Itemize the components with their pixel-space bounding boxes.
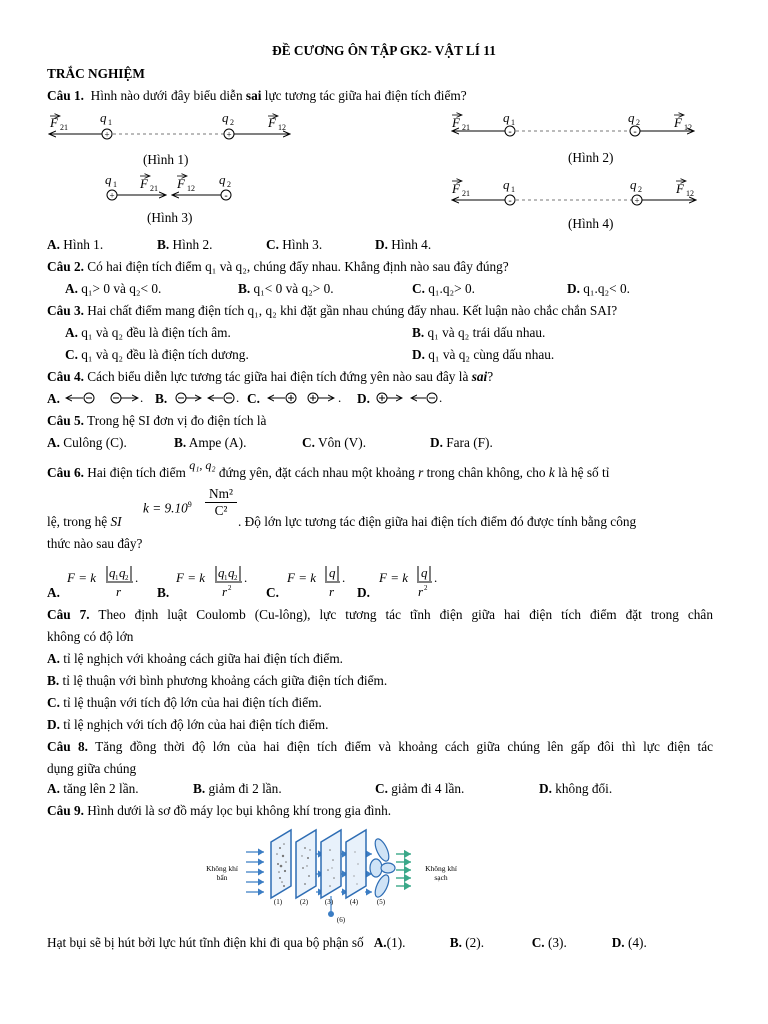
question-1: Câu 1. Hình nào dưới đây biểu diễn sai lực tương tác giữa hai điện tích điểm?: [47, 88, 467, 103]
svg-text:r: r: [329, 584, 335, 599]
svg-text:2: 2: [638, 185, 642, 194]
question-7: Câu 7. Theo định luật Coulomb (Cu-lông), lực tương tác tĩnh điện giữa hai điện tích điểm đặt trong chân: [47, 607, 713, 622]
svg-text:.: .: [342, 570, 346, 585]
svg-text:bẩn: bẩn: [216, 873, 228, 882]
q5-options: A. Culông (C). B. Ampe (A). C. Vôn (V). D. Fara (F).: [47, 435, 493, 450]
section-heading: TRẮC NGHIỆM: [47, 66, 145, 81]
figure-1-label: (Hình 1): [143, 152, 189, 167]
svg-text:q: q: [222, 110, 229, 125]
svg-text:F: F: [268, 115, 276, 130]
q1-options: A. Hình 1. B. Hình 2. C. Hình 3. D. Hình 4.: [47, 237, 432, 252]
svg-text:r: r: [116, 584, 122, 599]
svg-text:q: q: [219, 172, 226, 187]
q3-option-d: D. q₁ và q₂ cùng dấu nhau.: [412, 347, 555, 362]
svg-text:.: .: [135, 570, 139, 585]
question-5: Câu 5. Trong hệ SI đơn vị đo điện tích là: [47, 413, 267, 428]
q3-option-b: B. q₁ và q₂ trái dấu nhau.: [412, 325, 546, 340]
svg-text:2: 2: [636, 118, 640, 127]
svg-text:q: q: [421, 565, 428, 580]
question-9: Câu 9. Hình dưới là sơ đồ máy lọc bụi không khí trong gia đình.: [47, 803, 392, 818]
svg-text:F: F: [140, 176, 148, 191]
svg-text:q: q: [503, 110, 510, 125]
svg-text:r: r: [222, 584, 228, 599]
svg-text:1: 1: [511, 185, 515, 194]
document-title: ĐỀ CƯƠNG ÔN TẬP GK2- VẬT LÍ 11: [272, 43, 496, 58]
svg-text:2: 2: [234, 574, 238, 582]
q6-option-b-key: B.: [157, 585, 170, 600]
svg-text:2: 2: [424, 584, 428, 592]
figure-3: [105, 172, 231, 202]
svg-text:sạch: sạch: [434, 873, 448, 882]
q2-options: A. q₁> 0 và q₂< 0. B. q₁< 0 và q₂> 0. C. q₁.q₂> 0. D. q₁.q₂< 0.: [65, 281, 630, 296]
svg-text:.: .: [439, 390, 443, 405]
question-8: Câu 8. Tăng đồng thời độ lớn của hai điện tích điểm và khoảng cách giữa chúng lên gấp đôi thì lực điện tác: [47, 739, 713, 754]
svg-text:(1): (1): [273, 898, 283, 906]
svg-text:.: .: [434, 570, 438, 585]
svg-text:21: 21: [462, 123, 470, 132]
svg-text:1: 1: [115, 574, 119, 582]
svg-text:-: -: [508, 195, 512, 207]
svg-text:Không khí: Không khí: [425, 864, 457, 873]
q6-option-c-key: C.: [266, 585, 279, 600]
q6-option-a-key: A.: [47, 585, 60, 600]
svg-text:F: F: [177, 176, 185, 191]
svg-text:-: -: [633, 126, 637, 138]
svg-text:2: 2: [227, 180, 231, 189]
q3-option-c: C. q₁ và q₂ đều là điện tích dương.: [65, 347, 249, 362]
question-3: Câu 3. Hai chất điểm mang điện tích q₁, q₂ khi đặt gần nhau chúng đẩy nhau. Kết luận nào chắc chắn SAI?: [47, 303, 618, 318]
svg-text:q: q: [228, 565, 235, 580]
svg-text:q: q: [109, 565, 116, 580]
svg-text:2: 2: [230, 118, 234, 127]
svg-text:+: +: [109, 190, 115, 201]
q6-option-d-key: D.: [357, 585, 370, 600]
question-6: Câu 6. Hai điện tích điểm q₁, q₂ đứng yên, đặt cách nhau một khoảng r trong chân không, cho k là hệ số tỉ: [47, 458, 610, 480]
svg-text:F: F: [50, 115, 58, 130]
svg-text:q: q: [503, 177, 510, 192]
svg-text:.: .: [236, 390, 240, 405]
question-4: Câu 4. Cách biểu diễn lực tương tác giữa hai điện tích đứng yên nào sau đây là sai?: [47, 369, 494, 384]
question-8-cont: dụng giữa chúng: [47, 761, 137, 776]
svg-text:Không khí: Không khí: [206, 864, 238, 873]
figure-2: [451, 110, 694, 138]
svg-text:.: .: [244, 570, 248, 585]
svg-text:(6): (6): [336, 916, 346, 924]
svg-text:1: 1: [511, 118, 515, 127]
q6-line2-prefix: lệ, trong hệ SI: [47, 514, 122, 529]
svg-text:F = k: F = k: [176, 570, 205, 585]
q7-option-b: B. tỉ lệ thuận với bình phương khoảng cách giữa điện tích điểm.: [47, 673, 388, 688]
q4-option-d-key: D.: [357, 391, 370, 406]
svg-text:2: 2: [228, 584, 232, 592]
svg-text:12: 12: [686, 189, 694, 198]
q6-formulas: [0, 561, 768, 601]
figure-1: [49, 110, 290, 140]
svg-text:F: F: [452, 181, 460, 196]
question-7-cont: không có độ lớn: [47, 629, 134, 644]
q7-option-c: C. tỉ lệ thuận với tích độ lớn của hai điện tích điểm.: [47, 695, 322, 710]
q6-line3: thức nào sau đây?: [47, 536, 143, 551]
svg-text:F = k: F = k: [67, 570, 96, 585]
svg-text:q: q: [218, 565, 225, 580]
svg-text:.: .: [140, 390, 144, 405]
q9-question-options: Hạt bụi sẽ bị hút bởi lực hút tĩnh điện khi đi qua bộ phận số A.(1). B. (2). C. (3). D. (4).: [47, 935, 647, 950]
svg-text:12: 12: [278, 123, 286, 132]
figure-3-label: (Hình 3): [147, 210, 193, 225]
svg-text:q: q: [119, 565, 126, 580]
svg-text:-: -: [508, 126, 512, 138]
svg-text:F = k: F = k: [287, 570, 316, 585]
air-purifier-diagram: [196, 826, 486, 926]
svg-text:+: +: [226, 129, 232, 140]
svg-text:12: 12: [684, 123, 692, 132]
q4-option-a-key: A.: [47, 391, 60, 406]
svg-text:-: -: [224, 190, 228, 202]
svg-text:+: +: [104, 129, 110, 140]
q6-k-unit: Nm² C²: [205, 486, 237, 519]
figure-4: [451, 177, 696, 207]
svg-text:+: +: [634, 195, 640, 206]
svg-text:21: 21: [60, 123, 68, 132]
q8-options: A. tăng lên 2 lần. B. giảm đi 2 lần. C. giảm đi 4 lần. D. không đổi.: [47, 781, 613, 796]
svg-text:q: q: [630, 177, 637, 192]
q7-option-a: A. tỉ lệ nghịch với khoảng cách giữa hai điện tích điểm.: [47, 651, 343, 666]
svg-text:F: F: [452, 115, 460, 130]
figure-2-label: (Hình 2): [568, 150, 614, 165]
svg-text:F: F: [674, 115, 682, 130]
svg-text:q: q: [329, 565, 336, 580]
q7-option-d: D. tỉ lệ nghịch với tích độ lớn của hai điện tích điểm.: [47, 717, 329, 732]
svg-text:2: 2: [125, 574, 129, 582]
svg-text:21: 21: [462, 189, 470, 198]
svg-text:r: r: [418, 584, 424, 599]
svg-text:12: 12: [187, 184, 195, 193]
question-2: Câu 2. Có hai điện tích điểm q₁ và q₂, chúng đẩy nhau. Khẳng định nào sau đây đúng?: [47, 259, 509, 274]
svg-text:1: 1: [108, 118, 112, 127]
svg-text:q: q: [100, 110, 107, 125]
figure-4-label: (Hình 4): [568, 216, 614, 231]
svg-text:q: q: [628, 110, 635, 125]
svg-text:21: 21: [150, 184, 158, 193]
svg-text:.: .: [338, 390, 342, 405]
svg-text:1: 1: [224, 574, 228, 582]
q4-option-b-key: B.: [155, 391, 168, 406]
svg-text:(4): (4): [349, 898, 359, 906]
q4-option-c-key: C.: [247, 391, 260, 406]
q6-k-expression: $k = 9.10^9$: [143, 500, 192, 516]
svg-text:q: q: [105, 172, 112, 187]
svg-text:(3): (3): [324, 898, 334, 906]
q6-line2-suffix: . Độ lớn lực tương tác điện giữa hai điện tích điểm đó được tính bằng công: [238, 514, 637, 529]
q4-diagrams: [0, 389, 768, 409]
svg-text:1: 1: [113, 180, 117, 189]
svg-text:(2): (2): [299, 898, 309, 906]
svg-text:F: F: [676, 181, 684, 196]
svg-text:(5): (5): [376, 898, 386, 906]
svg-text:F = k: F = k: [379, 570, 408, 585]
q3-option-a: A. q₁ và q₂ đều là điện tích âm.: [65, 325, 231, 340]
